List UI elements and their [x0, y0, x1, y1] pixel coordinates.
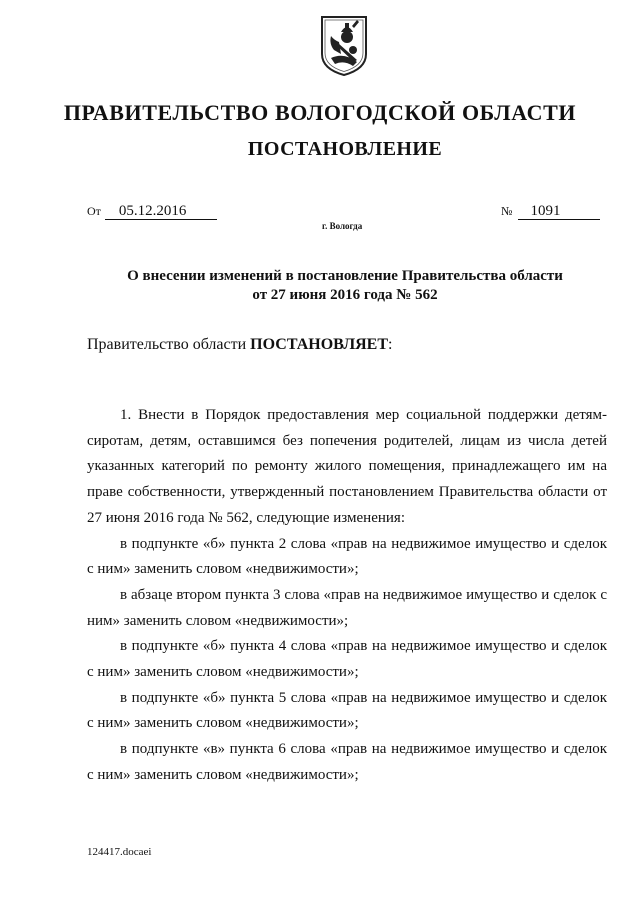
coat-of-arms-emblem [319, 14, 369, 78]
subject-line-2: от 27 июня 2016 года № 562 [252, 287, 438, 303]
intro-colon: : [388, 336, 393, 353]
date-field [87, 204, 217, 220]
number-value: 1091 [518, 204, 600, 220]
body-paragraph-6: в подпункте «в» пункта 6 слова «прав на недвижимое имущество и сделок с ним» заменить словом «недвижимости»; [87, 741, 607, 783]
document-subject [0, 267, 640, 305]
footer-filename: 124417.docaei [87, 846, 152, 858]
body-paragraph-3: в абзаце втором пункта 3 слова «прав на недвижимое имущество и сделок с ним» заменить словом «недвижимости»; [87, 586, 607, 629]
city-label: г. Вологда [322, 221, 363, 231]
resolution-intro [87, 336, 392, 354]
number-prefix: № [501, 204, 513, 218]
government-title: ПРАВИТЕЛЬСТВО ВОЛОГОДСКОЙ ОБЛАСТИ [63, 100, 577, 125]
body-paragraph-2: в подпункте «б» пункта 2 слова «прав на недвижимое имущество и сделок с ним» заменить словом «недвижимости»; [87, 535, 607, 578]
body-paragraph-5: в подпункте «б» пункта 5 слова «прав на недвижимое имущество и сделок с ним» заменить словом «недвижимости»; [87, 689, 607, 732]
date-prefix: От [87, 204, 101, 218]
intro-text: Правительство области [87, 336, 251, 353]
intro-bold-keyword: ПОСТАНОВЛЯЕТ [250, 336, 389, 353]
body-paragraph-1: 1. Внести в Порядок предоставления мер социальной поддержки детям-сиротам, детям, оставшимся без попечения родителей, лицам из числа детей указанных категорий по ремонту жилого помещения, принадлежащего им на праве собственности, утвержденный постановлением Правительства области от 27 июня 2016 года № 562, следующие изменения: [87, 407, 607, 526]
subject-line-1: О внесении изменений в постановление Правительства области [127, 268, 563, 284]
document-body [87, 403, 607, 789]
date-value: 05.12.2016 [105, 204, 217, 220]
body-paragraph-4: в подпункте «б» пункта 4 слова «прав на недвижимое имущество и сделок с ним» заменить словом «недвижимости»; [87, 638, 607, 681]
number-field [501, 204, 600, 220]
document-type-title: ПОСТАНОВЛЕНИЕ [247, 138, 443, 160]
